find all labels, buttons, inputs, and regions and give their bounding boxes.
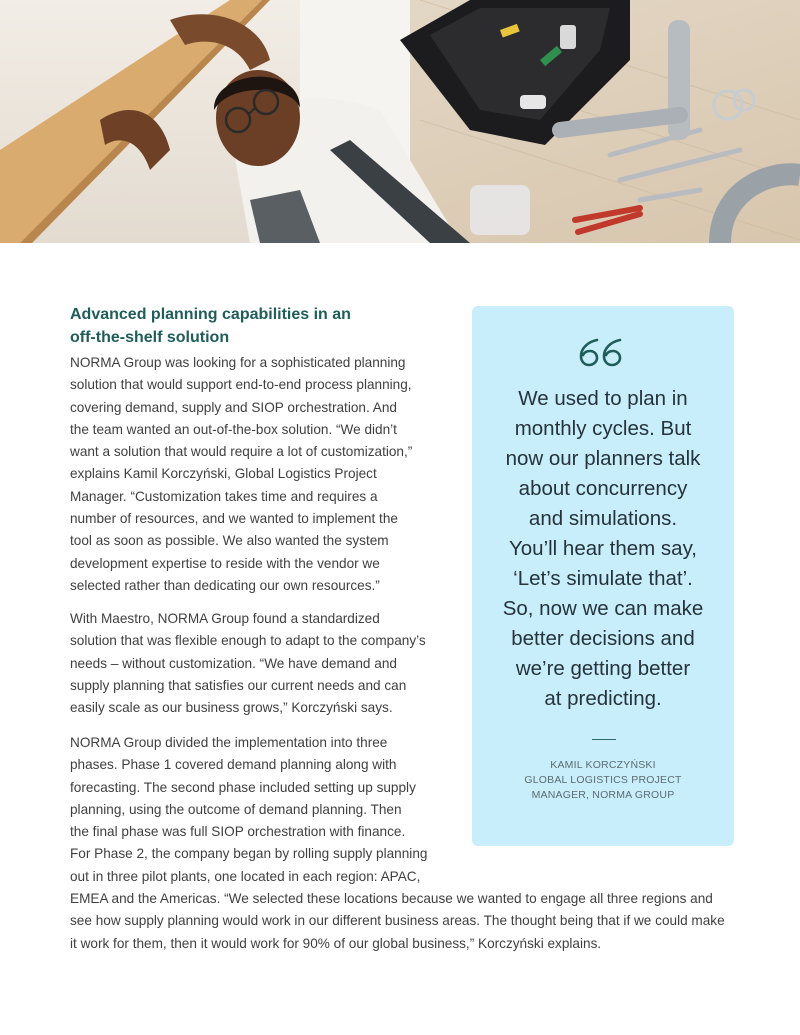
text-line: solution that would support end-to-end process planning, (70, 377, 412, 393)
text-line: solution that was flexible enough to adapt to the company’s (70, 633, 426, 649)
quote-mark-icon (578, 336, 624, 368)
text-line: tool as soon as possible. We also wanted the system (70, 533, 389, 549)
text-line: the team wanted an out-of-the-box solution. “We didn’t (70, 421, 397, 437)
section-heading (70, 303, 410, 349)
text-line: development expertise to reside with the vendor we (70, 555, 380, 571)
text-line: the final phase was full SIOP orchestration with finance. (70, 824, 406, 840)
text-line: easily scale as our business grows,” Korczyński says. (70, 700, 393, 716)
text-line: supply planning that satisfies our current needs and can (70, 677, 407, 693)
pull-quote-text (472, 384, 734, 714)
body-paragraph-2 (70, 608, 426, 719)
pull-quote-card (472, 306, 734, 846)
attribution-line: MANAGER, NORMA GROUP (531, 789, 675, 801)
text-line: planning, using the outcome of demand planning. Then (70, 801, 402, 817)
quote-attribution (472, 758, 734, 803)
quote-line: So, now we can make (502, 597, 704, 620)
text-line: explains Kamil Korczyński, Global Logistics Project (70, 466, 377, 482)
quote-divider (592, 739, 616, 740)
text-line: For Phase 2, the company began by rolling supply planning (70, 846, 428, 862)
quote-line: at predicting. (544, 687, 662, 710)
body-paragraph-1 (70, 352, 412, 597)
quote-line: monthly cycles. But (514, 417, 692, 440)
quote-line: better decisions and (511, 627, 695, 650)
text-line: Manager. “Customization takes time and requires a (70, 488, 378, 504)
hero-photo (0, 0, 800, 243)
text-line: NORMA Group divided the implementation into three (70, 735, 388, 750)
text-line: want a solution that would require a lot of customization,” (70, 444, 413, 460)
text-line: covering demand, supply and SIOP orchestration. And (70, 399, 397, 415)
text-line: phases. Phase 1 covered demand planning along with (70, 757, 397, 773)
text-line: EMEA and the Americas. “We selected these locations because we wanted to engage all three regions and (70, 891, 713, 907)
text-line: needs – without customization. “We have demand and (70, 655, 397, 671)
quote-line: now our planners talk (505, 447, 701, 470)
text-line: number of resources, and we wanted to implement the (70, 511, 398, 527)
section-heading-line: off-the-shelf solution (70, 329, 230, 346)
text-line: With Maestro, NORMA Group found a standardized (70, 611, 380, 626)
text-line: NORMA Group was looking for a sophisticated planning (70, 355, 406, 370)
attribution-line: GLOBAL LOGISTICS PROJECT (524, 774, 682, 786)
quote-line: ‘Let’s simulate that’. (513, 567, 693, 590)
text-line: out in three pilot plants, one located in each region: APAC, (70, 868, 421, 884)
text-line: forecasting. The second phase included setting up supply (70, 779, 416, 795)
handyman-toolbox-photo-icon (0, 0, 800, 243)
attribution-line: KAMIL KORCZYŃSKI (550, 759, 656, 771)
quote-line: You’ll hear them say, (508, 537, 698, 560)
text-line: it work for them, then it would work for 90% of our global business,” Korczyński explains. (70, 935, 602, 951)
quote-line: we’re getting better (515, 657, 691, 680)
section-heading-line: Advanced planning capabilities in an (70, 306, 351, 323)
text-line: selected rather than dedicating our own resources.” (70, 577, 380, 593)
quote-line: and simulations. (528, 507, 678, 530)
text-line: see how supply planning would work in our different business areas. The thought being that if we could make (70, 913, 725, 929)
quote-line: We used to plan in (518, 387, 688, 410)
quote-line: about concurrency (518, 477, 688, 500)
